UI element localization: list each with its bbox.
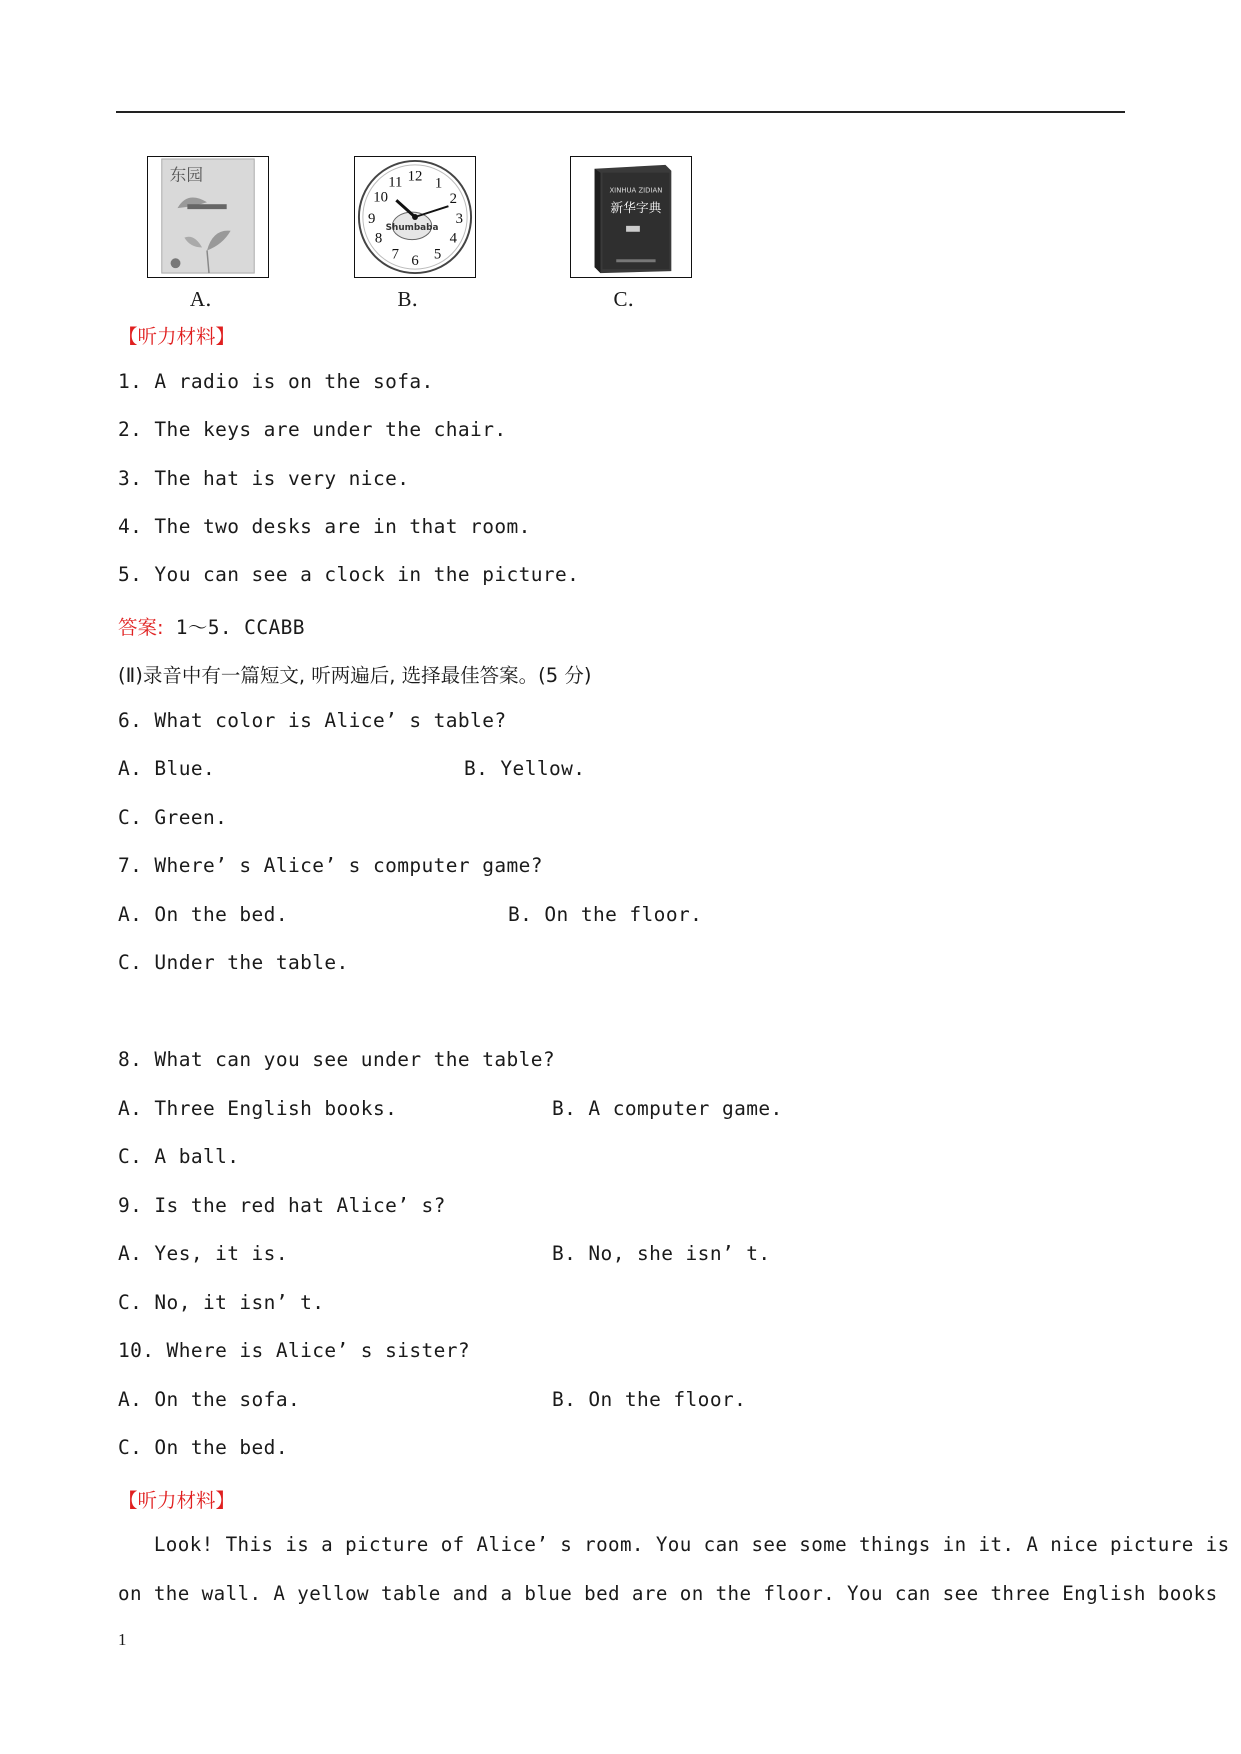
question-6-option-a: A. Blue. [118, 757, 216, 780]
listening-material-heading-2: 【听力材料】 [118, 1489, 236, 1512]
answer-label: 答案: [118, 616, 164, 639]
clock-number-6: 6 [411, 253, 419, 270]
question-10-option-b: B. On the floor. [552, 1388, 747, 1411]
option-a-image [147, 156, 269, 278]
question-10-option-c: C. On the bed. [118, 1436, 288, 1459]
listening-material-heading: 【听力材料】 [118, 325, 236, 348]
script-line-3: 3. The hat is very nice. [118, 467, 410, 490]
question-9-option-a: A. Yes, it is. [118, 1242, 288, 1265]
question-9: 9. Is the red hat Alice’ s? [118, 1194, 446, 1217]
question-8-option-a: A. Three English books. [118, 1097, 398, 1120]
question-10: 10. Where is Alice’ s sister? [118, 1339, 471, 1362]
dictionary-icon [571, 157, 691, 277]
question-8-option-c: C. A ball. [118, 1145, 240, 1168]
dictionary-pinyin: XINHUA ZIDIAN [609, 186, 663, 195]
clock-number-11: 11 [388, 174, 403, 191]
dictionary-title: 新华字典 [610, 201, 662, 217]
question-6-option-b: B. Yellow. [464, 757, 586, 780]
clock-icon [355, 157, 475, 277]
passage-line-1: Look! This is a picture of Alice’ s room. You can see some things in it. A nice picture is [118, 1533, 1230, 1556]
book-cover-illustration [148, 157, 268, 277]
answer-value: 1～5. CCABB [163, 616, 305, 639]
question-7-option-b: B. On the floor. [508, 903, 703, 926]
option-c-label: C． [613, 287, 649, 311]
clock-number-2: 2 [449, 191, 458, 208]
option-b-image [354, 156, 476, 278]
clock-brand: Shumbaba [385, 222, 439, 233]
option-c-image [570, 156, 692, 278]
clock-number-10: 10 [373, 189, 388, 206]
clock-number-1: 1 [434, 175, 443, 192]
page-number: 1 [118, 1630, 127, 1649]
clock-number-12: 12 [407, 168, 423, 185]
clock-number-4: 4 [449, 230, 458, 247]
question-9-option-b: B. No, she isn’ t. [552, 1242, 771, 1265]
question-8-option-b: B. A computer game. [552, 1097, 783, 1120]
question-6-option-c: C. Green. [118, 806, 228, 829]
option-a-label: A． [189, 287, 227, 311]
clock-number-9: 9 [368, 210, 376, 227]
question-8: 8. What can you see under the table? [118, 1048, 556, 1071]
clock-number-7: 7 [391, 246, 400, 263]
question-7-option-c: C. Under the table. [118, 951, 349, 974]
clock-number-5: 5 [433, 246, 442, 263]
question-9-option-c: C. No, it isn’ t. [118, 1291, 325, 1314]
header-rule [116, 111, 1125, 113]
question-7-option-a: A. On the bed. [118, 903, 288, 926]
section-instruction: (Ⅱ)录音中有一篇短文, 听两遍后, 选择最佳答案。(5 分) [118, 664, 592, 687]
option-b-label: B． [397, 287, 433, 311]
script-line-5: 5. You can see a clock in the picture. [118, 563, 580, 586]
answer-line [118, 612, 305, 640]
script-line-2: 2. The keys are under the chair. [118, 418, 507, 441]
book-cover-title: 东园 [169, 164, 204, 185]
script-line-4: 4. The two desks are in that room. [118, 515, 531, 538]
clock-number-3: 3 [455, 210, 463, 227]
question-10-option-a: A. On the sofa. [118, 1388, 301, 1411]
question-7: 7. Where’ s Alice’ s computer game? [118, 854, 543, 877]
clock-number-8: 8 [374, 230, 383, 247]
question-6: 6. What color is Alice’ s table? [118, 709, 507, 732]
script-line-1: 1. A radio is on the sofa. [118, 370, 434, 393]
passage-line-2: on the wall. A yellow table and a blue bed are on the floor. You can see three English books [118, 1582, 1218, 1605]
